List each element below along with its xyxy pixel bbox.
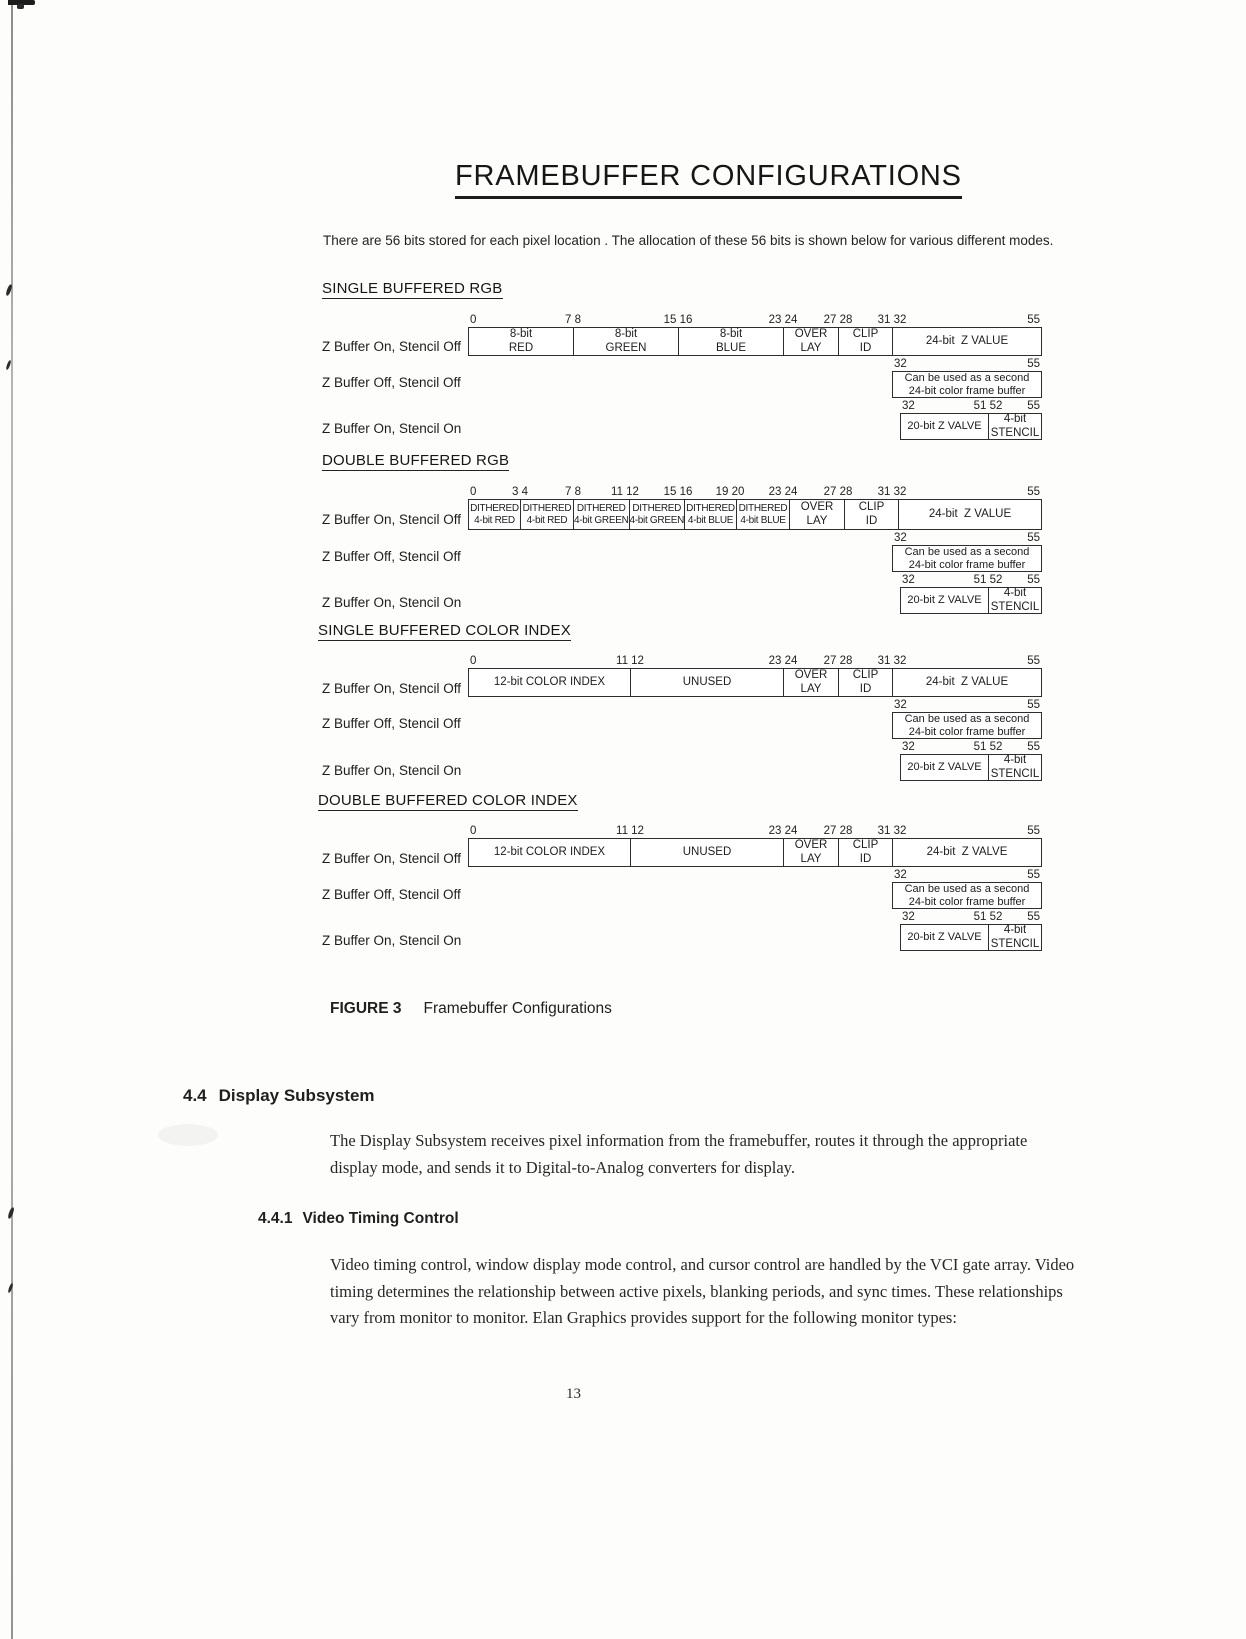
cell-text: 4-bit RED <box>526 514 568 526</box>
paragraph-video-timing: Video timing control, window display mode control, and cursor control are handled by the VCI gate array. Video timing determines the relationship between active pixels, blanking periods, and sync times. These relationships vary from monitor to monitor. Elan Graphics provides support for the following monitor types: <box>330 1255 1075 1328</box>
bit-number: 32 <box>894 699 907 711</box>
bit-scale <box>892 868 1042 881</box>
bit-number: 55 <box>1027 314 1040 326</box>
cell-text: UNUSED <box>682 845 732 858</box>
cell-text: Can be used as a second <box>904 712 1030 725</box>
row-label: Z Buffer On, Stencil On <box>322 595 462 610</box>
cell-text: 20-bit Z VALVE <box>907 594 982 607</box>
cell-text: OVER <box>794 668 828 681</box>
cell-text: 24-bit Z VALUE <box>928 507 1012 520</box>
cell-text: DITHERED <box>522 502 572 514</box>
bit-scale <box>900 740 1042 753</box>
heading-number: 4.4 <box>183 1086 207 1105</box>
bit-number: 0 <box>470 314 477 326</box>
figure-label: FIGURE 3 <box>330 1000 402 1017</box>
bit-number: 31 32 <box>877 655 907 667</box>
scan-smudge <box>158 1124 218 1146</box>
cell-text: CLIP <box>852 838 879 851</box>
cell-text: STENCIL <box>990 767 1040 780</box>
cell-text: STENCIL <box>990 600 1040 613</box>
cell-text: UNUSED <box>682 675 732 688</box>
figure-title: Framebuffer Configurations <box>423 1000 612 1017</box>
second-buffer-note-box <box>892 371 1042 398</box>
figure-caption <box>330 1000 612 1018</box>
row-label: Z Buffer On, Stencil Off <box>322 851 462 866</box>
bit-number: 0 <box>470 655 477 667</box>
cell-text: 4-bit GREEN <box>629 514 684 526</box>
bit-number: 3 4 <box>512 486 528 498</box>
cell-text: 12-bit COLOR INDEX <box>493 845 606 858</box>
intro-text: There are 56 bits stored for each pixel location . The allocation of these 56 bits is shown below for various different modes. <box>323 233 1054 248</box>
cell-text: 4-bit BLUE <box>687 514 734 526</box>
bit-scale <box>468 485 1042 498</box>
bit-scale <box>468 313 1042 326</box>
row-label: Z Buffer Off, Stencil Off <box>322 549 461 564</box>
bitfield-row <box>468 499 1042 530</box>
row-label: Z Buffer On, Stencil Off <box>322 512 462 527</box>
stencil-row-box <box>900 587 1042 614</box>
cell-text: 12-bit COLOR INDEX <box>493 675 606 688</box>
bit-number: 55 <box>1027 400 1040 412</box>
cell-text: CLIP <box>858 500 885 513</box>
cell-text: 24-bit color frame buffer <box>908 725 1026 738</box>
page-number: 13 <box>566 1386 581 1402</box>
bit-number: 11 12 <box>611 486 639 498</box>
cell-text: 8-bit <box>614 327 638 340</box>
cell-text: 4-bit BLUE <box>740 514 786 526</box>
cell-text: 24-bit color frame buffer <box>908 384 1026 397</box>
cell-text: RED <box>508 341 534 354</box>
bit-number: 32 <box>894 358 907 370</box>
scan-corner-mark-2 <box>17 4 24 9</box>
bit-number: 51 52 <box>973 400 1003 412</box>
bit-number: 55 <box>1027 486 1040 498</box>
cell-text: 20-bit Z VALVE <box>907 420 982 433</box>
row-label: Z Buffer On, Stencil Off <box>322 681 462 696</box>
cell-text: Can be used as a second <box>904 882 1030 895</box>
bit-number: 32 <box>894 532 907 544</box>
row-label: Z Buffer On, Stencil On <box>322 933 462 948</box>
bit-scale <box>892 698 1042 711</box>
section-heading: SINGLE BUFFERED COLOR INDEX <box>318 622 571 639</box>
section-heading: SINGLE BUFFERED RGB <box>322 280 503 297</box>
cell-text: ID <box>859 852 872 865</box>
cell-text: BLUE <box>715 341 747 354</box>
cell-text: LAY <box>800 682 822 695</box>
bit-number: 55 <box>1027 911 1040 923</box>
cell-text: LAY <box>806 514 828 527</box>
cell-text: CLIP <box>852 327 879 340</box>
row-label: Z Buffer Off, Stencil Off <box>322 375 461 390</box>
cell-text: 24-bit color frame buffer <box>908 558 1026 571</box>
bit-number: 51 52 <box>973 911 1003 923</box>
bit-scale <box>892 531 1042 544</box>
scan-edge-line <box>11 0 13 1639</box>
paragraph-display-subsystem: The Display Subsystem receives pixel information from the framebuffer, routes it through the appropriate display mode, and sends it to Digital-to-Analog converters for display. <box>330 1131 1028 1177</box>
bit-number: 55 <box>1027 699 1040 711</box>
cell-text: CLIP <box>852 668 879 681</box>
bit-number: 32 <box>902 741 915 753</box>
second-buffer-note-box <box>892 712 1042 739</box>
cell-text: 8-bit <box>509 327 533 340</box>
bit-number: 0 <box>470 825 477 837</box>
bit-scale <box>900 910 1042 923</box>
bit-number: 55 <box>1027 741 1040 753</box>
bit-scale <box>468 824 1042 837</box>
bit-number: 0 <box>470 486 477 498</box>
bit-number: 55 <box>1027 825 1040 837</box>
bit-number: 32 <box>902 400 915 412</box>
bitfield-row <box>468 668 1042 697</box>
scan-speck <box>7 1207 15 1220</box>
bit-number: 23 24 <box>768 486 798 498</box>
bit-number: 55 <box>1027 358 1040 370</box>
cell-text: DITHERED <box>576 502 626 514</box>
stencil-row-box <box>900 754 1042 781</box>
cell-text: 24-bit color frame buffer <box>908 895 1026 908</box>
cell-text: ID <box>865 514 878 527</box>
cell-text: OVER <box>800 500 834 513</box>
cell-text: STENCIL <box>990 426 1040 439</box>
cell-text: ID <box>859 341 872 354</box>
cell-text: 8-bit <box>719 327 743 340</box>
bit-number: 27 28 <box>823 655 853 667</box>
bit-number: 23 24 <box>768 314 798 326</box>
bit-number: 31 32 <box>877 486 907 498</box>
heading-display-subsystem <box>183 1086 375 1106</box>
row-label: Z Buffer Off, Stencil Off <box>322 716 461 731</box>
cell-text: 4-bit <box>1003 412 1027 425</box>
page-title: FRAMEBUFFER CONFIGURATIONS <box>455 160 962 199</box>
bit-number: 51 52 <box>973 574 1003 586</box>
section-heading: DOUBLE BUFFERED COLOR INDEX <box>318 792 578 809</box>
bit-number: 19 20 <box>715 486 745 498</box>
cell-text: 20-bit Z VALVE <box>907 761 982 774</box>
heading-text: Display Subsystem <box>218 1086 375 1105</box>
bit-number: 23 24 <box>768 655 798 667</box>
bit-number: 31 32 <box>877 314 907 326</box>
bit-number: 7 8 <box>565 314 581 326</box>
stencil-row-box <box>900 924 1042 951</box>
bit-number: 11 12 <box>616 655 644 667</box>
cell-text: OVER <box>794 327 828 340</box>
bit-number: 55 <box>1027 655 1040 667</box>
bit-number: 55 <box>1027 532 1040 544</box>
heading-text: Video Timing Control <box>302 1210 459 1227</box>
cell-text: 4-bit <box>1003 753 1027 766</box>
cell-text: DITHERED <box>686 502 735 514</box>
bit-number: 15 16 <box>663 314 693 326</box>
bit-number: 15 16 <box>663 486 693 498</box>
bit-number: 55 <box>1027 574 1040 586</box>
bit-number: 27 28 <box>823 486 853 498</box>
cell-text: 24-bit Z VALVE <box>926 845 1008 858</box>
bit-scale <box>900 399 1042 412</box>
cell-text: Can be used as a second <box>904 371 1030 384</box>
bit-number: 23 24 <box>768 825 798 837</box>
bit-number: 7 8 <box>565 486 581 498</box>
cell-text: ID <box>859 682 872 695</box>
cell-text: STENCIL <box>990 937 1040 950</box>
cell-text: DITHERED <box>738 502 788 514</box>
bit-number: 31 32 <box>877 825 907 837</box>
bit-number: 11 12 <box>616 825 644 837</box>
bit-scale <box>900 573 1042 586</box>
cell-text: GREEN <box>605 341 647 354</box>
heading-number: 4.4.1 <box>258 1210 293 1227</box>
section-heading: DOUBLE BUFFERED RGB <box>322 452 510 469</box>
cell-text: 4-bit RED <box>474 514 515 526</box>
cell-text: 4-bit <box>1003 586 1027 599</box>
cell-text: DITHERED <box>470 502 519 514</box>
bit-number: 55 <box>1027 869 1040 881</box>
cell-text: 24-bit Z VALUE <box>925 334 1009 347</box>
row-label: Z Buffer Off, Stencil Off <box>322 887 461 902</box>
cell-text: DITHERED <box>632 502 682 514</box>
row-label: Z Buffer On, Stencil On <box>322 421 462 436</box>
row-label: Z Buffer On, Stencil On <box>322 763 462 778</box>
bit-scale <box>468 654 1042 667</box>
second-buffer-note-box <box>892 545 1042 572</box>
cell-text: LAY <box>800 341 822 354</box>
cell-text: 20-bit Z VALVE <box>907 931 982 944</box>
row-label: Z Buffer On, Stencil Off <box>322 339 462 354</box>
cell-text: 4-bit <box>1003 923 1027 936</box>
bit-number: 32 <box>894 869 907 881</box>
stencil-row-box <box>900 413 1042 440</box>
cell-text: LAY <box>800 852 822 865</box>
bit-number: 51 52 <box>973 741 1003 753</box>
heading-video-timing-control <box>258 1210 459 1228</box>
bit-number: 27 28 <box>823 314 853 326</box>
bit-number: 32 <box>902 574 915 586</box>
cell-text: 24-bit Z VALUE <box>925 675 1009 688</box>
bit-scale <box>892 357 1042 370</box>
bit-number: 27 28 <box>823 825 853 837</box>
bit-number: 32 <box>902 911 915 923</box>
cell-text: 4-bit GREEN <box>574 514 629 526</box>
cell-text: OVER <box>794 838 828 851</box>
bitfield-row <box>468 327 1042 356</box>
second-buffer-note-box <box>892 882 1042 909</box>
cell-text: Can be used as a second <box>904 545 1030 558</box>
bitfield-row <box>468 838 1042 867</box>
